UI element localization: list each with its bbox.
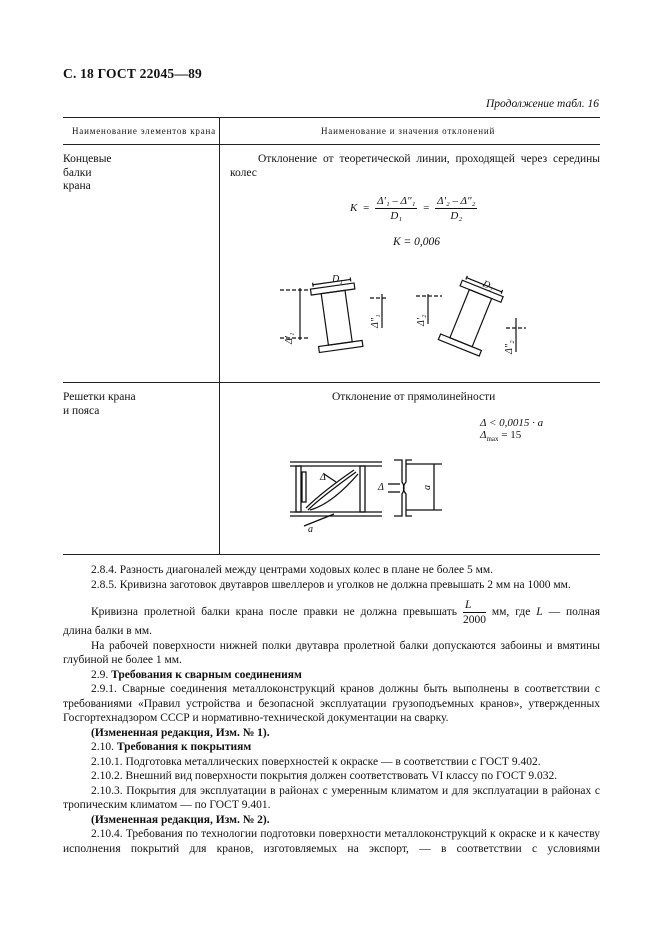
- chord-label-a: a: [422, 485, 433, 490]
- paragraph-2-8-4: 2.8.4. Разность диагоналей между центрами ходовых колес в плане не более 5 мм.: [91, 564, 494, 576]
- curvature-text: Кривизна пролетной балки крана после правки не должна превышать: [91, 606, 458, 619]
- section-2-9: [63, 668, 600, 683]
- row1-k-value: K = 0,006: [393, 236, 441, 248]
- end-beam-diagram: [270, 268, 530, 368]
- label-delta2-dprime: Δ"₂: [504, 340, 515, 354]
- section-2-9-title: Требования к сварным соединениям: [111, 668, 302, 681]
- page-header: С. 18 ГОСТ 22045—89: [63, 66, 202, 81]
- paragraph-surface: На рабочей поверхности нижней полки двутавра пролетной балки допускаются забоины и вмятины глубиной не более 1 мм.: [63, 639, 600, 666]
- label-delta2-prime: Δ'₂: [416, 314, 427, 326]
- curvature-after: мм, где: [491, 606, 531, 619]
- table-continuation-label: Продолжение табл. 16: [486, 98, 599, 110]
- formula-num1: Δ'₁ – Δ"₁: [377, 195, 416, 207]
- chord-label-delta: Δ: [378, 482, 384, 493]
- label-d2: D₂: [480, 278, 495, 293]
- formula-fraction-2: [435, 194, 477, 223]
- row1-element-line1: Концевые: [63, 153, 112, 165]
- label-delta1-dprime: Δ"₁: [370, 314, 381, 328]
- lattice-label-a: a: [308, 524, 313, 535]
- formula2-delta: Δ: [480, 429, 487, 441]
- curvature-fraction: [463, 598, 486, 627]
- formula-num2: Δ'₂ – Δ"₂: [437, 195, 476, 207]
- formula-eq2: =: [423, 202, 430, 215]
- row1-element-line3: крана: [63, 180, 91, 192]
- label-d1: D₁: [332, 274, 343, 285]
- table-top-rule: [63, 117, 600, 118]
- lattice-diagram: [282, 452, 452, 536]
- row2-deviation-text: Отклонение от прямолинейности: [332, 391, 496, 403]
- formula2-sub: max: [486, 435, 499, 444]
- paragraph-2-10-2: 2.10.2. Внешний вид поверхности покрытия должен соответствовать VI классу по ГОСТ 9.032.: [91, 770, 558, 782]
- change-note-2: (Измененная редакция, Изм. № 2).: [91, 813, 270, 826]
- formula2-rest: = 15: [501, 429, 522, 441]
- change-note-1: (Измененная редакция, Изм. № 1).: [91, 726, 270, 739]
- formula-den2: D₂: [450, 210, 463, 222]
- formula-eq1: =: [363, 202, 370, 215]
- body-text: [63, 563, 600, 856]
- paragraph-2-10-3: 2.10.3. Покрытия для эксплуатации в районах с умеренным климатом и для эксплуатации в районах с тропическим климатом — по ГОСТ 9.401.: [63, 784, 600, 811]
- curvature-numerator: L: [463, 598, 486, 613]
- paragraph-curvature: [63, 598, 600, 624]
- row2-formula2: [480, 429, 521, 443]
- formula-k: K: [350, 202, 358, 215]
- row1-element: [63, 153, 112, 194]
- row2-element-line2: и пояса: [63, 404, 100, 417]
- column-header-elements: Наименование элементов крана: [72, 126, 216, 136]
- table-row-separator: [63, 382, 600, 383]
- row1-formula: [350, 194, 477, 223]
- formula-den1: D₁: [390, 210, 403, 222]
- row2-element: [63, 391, 136, 418]
- paragraph-2-10-1: 2.10.1. Подготовка металлических поверхностей к окраске — в соответствии с ГОСТ 9.402.: [91, 755, 541, 768]
- curvature-tail: — полная: [548, 606, 601, 619]
- curvature-l: L: [536, 606, 543, 619]
- section-2-10: [63, 740, 600, 755]
- section-2-10-title: Требования к покрытиям: [116, 741, 252, 753]
- paragraph-2-8-5: 2.8.5. Кривизна заготовок двутавров швеллеров и уголков не должна превышать 2 мм на 1000 мм.: [91, 578, 571, 591]
- formula-fraction-1: [375, 194, 417, 223]
- row2-formula1: Δ < 0,0015 · a: [480, 417, 544, 429]
- row2-element-line1: Решетки крана: [63, 391, 136, 403]
- table-header-rule: [63, 144, 600, 145]
- row1-deviation-text: Отклонение от теоретической линии, проходящей через середины колес: [230, 153, 600, 179]
- paragraph-2-9-1: 2.9.1. Сварные соединения металлоконструкций кранов должны быть выполнены в соответствии с требованиями «Правил устройства и безопасной эксплуатации грузоподъемных кранов», утвержденных Госгортехнадзором СССР и нормативно-технической документации на сварку.: [63, 683, 600, 724]
- curvature-line2: длина балки в мм.: [63, 625, 153, 637]
- row1-element-line2: балки: [63, 166, 92, 179]
- label-delta1-prime: Δ'₁: [284, 332, 295, 344]
- column-header-deviations: Наименование и значения отклонений: [321, 126, 496, 136]
- table-bottom-rule: [63, 554, 600, 555]
- curvature-denominator: 2000: [462, 614, 486, 626]
- lattice-label-delta: Δ: [320, 472, 326, 483]
- paragraph-2-10-4: 2.10.4. Требования по технологии подготовки поверхности металлоконструкций к окраске и к качеству исполнения покрытий для кранов, изготовляемых на экспорт, — в соответствии с условиями: [63, 828, 600, 855]
- table-column-divider: [219, 117, 220, 554]
- section-2-10-number: 2.10.: [91, 741, 114, 753]
- section-2-9-number: 2.9.: [91, 668, 109, 681]
